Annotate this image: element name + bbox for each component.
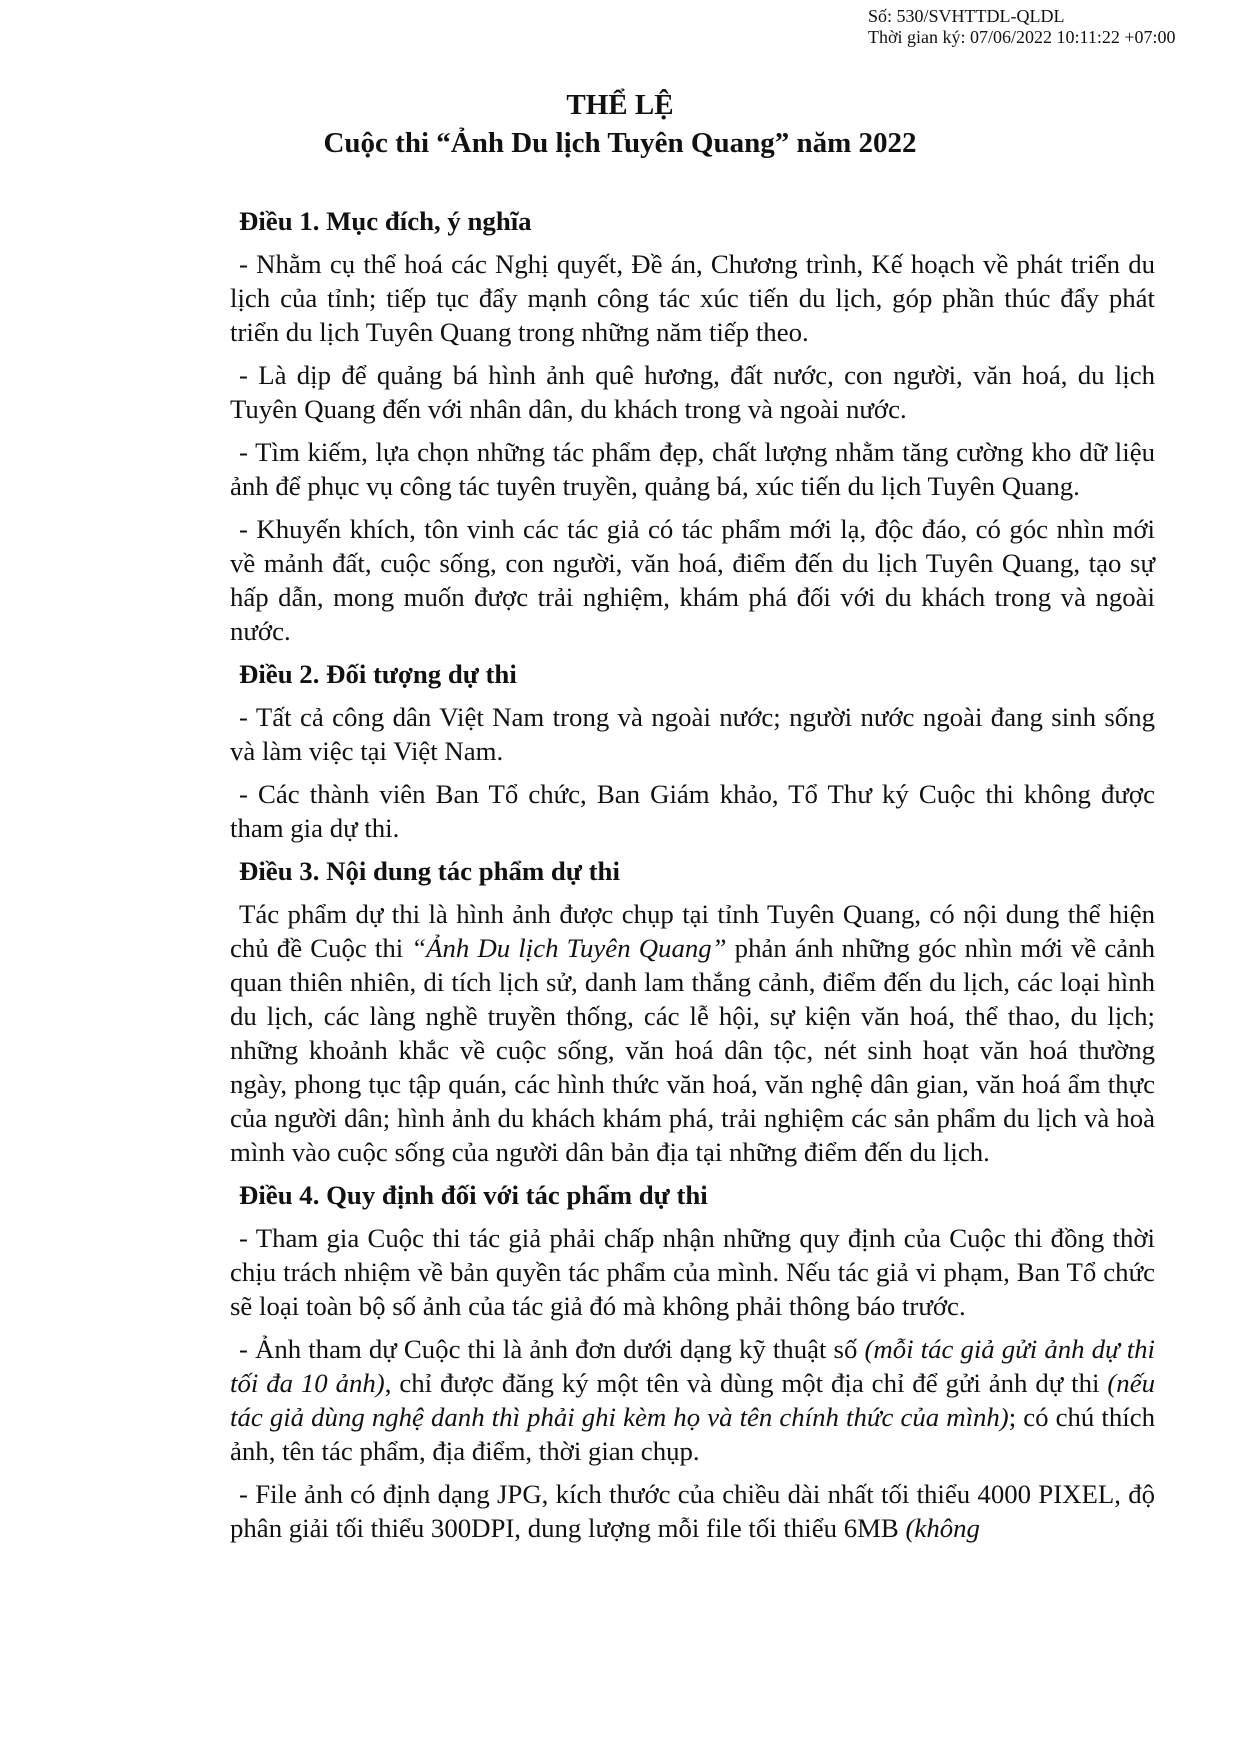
italic-note: (nếu tác giả dùng nghệ danh thì phải ghi kèm họ và tên chính thức của mình) (230, 1368, 1155, 1432)
article-1-heading: Điều 1. Mục đích, ý nghĩa (239, 206, 532, 236)
italic-note: (mỗi tác giả gửi ảnh dự thi tối đa 10 ảnh) (230, 1334, 1155, 1398)
digital-signature-stamp (868, 6, 1176, 48)
article-2-heading: Điều 2. Đối tượng dự thi (239, 659, 517, 689)
article-1-paragraph-2: - Là dịp để quảng bá hình ảnh quê hương, đất nước, con người, văn hoá, du lịch Tuyên Quang đến với nhân dân, du khách trong và ngoài nước. (230, 360, 1155, 424)
text-segment: - Ảnh tham dự Cuộc thi là ảnh đơn dưới dạng kỹ thuật số (239, 1334, 865, 1364)
article-1-paragraph-1: - Nhằm cụ thể hoá các Nghị quyết, Đề án, Chương trình, Kế hoạch về phát triển du lịch của tỉnh; tiếp tục đẩy mạnh công tác xúc tiến du lịch, góp phần thúc đẩy phát triển du lịch Tuyên Quang trong những năm tiếp theo. (230, 249, 1155, 347)
article-3-paragraph-1 (230, 897, 1155, 1169)
document-body (230, 204, 1155, 1554)
title-line-1: THỂ LỆ (566, 89, 674, 121)
article-4-heading: Điều 4. Quy định đối với tác phẩm dự thi (239, 1180, 708, 1210)
signing-time: Thời gian ký: 07/06/2022 10:11:22 +07:00 (868, 27, 1176, 47)
text-segment: phản ánh những góc nhìn mới về cảnh quan thiên nhiên, di tích lịch sử, danh lam thắng cảnh, điểm đến du lịch, các loại hình du lịch, các làng nghề truyền thống, các lễ hội, sự kiện văn hoá, thể thao, du lịch; những khoảnh khắc về cuộc sống, văn hoá dân tộc, nét sinh hoạt văn hoá thường ngày, phong tục tập quán, các hình thức văn hoá, văn nghệ dân gian, văn hoá ẩm thực của người dân; hình ảnh du khách khám phá, trải nghiệm các sản phẩm du lịch và hoà mình vào cuộc sống của người dân bản địa tại những điểm đến du lịch. (230, 933, 1155, 1167)
article-3-heading: Điều 3. Nội dung tác phẩm dự thi (239, 856, 620, 886)
title-line-2: Cuộc thi “Ảnh Du lịch Tuyên Quang” năm 2022 (323, 127, 917, 159)
article-1-paragraph-4: - Khuyến khích, tôn vinh các tác giả có tác phẩm mới lạ, độc đáo, có góc nhìn mới về mảnh đất, cuộc sống, con người, văn hoá, điểm đến du lịch Tuyên Quang, tạo sự hấp dẫn, mong muốn được trải nghiệm, khám phá đối với du khách trong và ngoài nước. (230, 514, 1155, 646)
text-segment: , chỉ được đăng ký một tên và dùng một địa chỉ để gửi ảnh dự thi (384, 1368, 1108, 1398)
contest-name-italic: “Ảnh Du lịch Tuyên Quang” (411, 933, 727, 963)
text-segment: ; có chú thích ảnh, tên tác phẩm, địa điểm, thời gian chụp. (230, 1402, 1155, 1466)
text-segment: Tác phẩm dự thi là hình ảnh được chụp tại tỉnh Tuyên Quang, có nội dung thể hiện chủ đề Cuộc thi (230, 899, 1155, 963)
article-4-paragraph-3 (230, 1477, 1155, 1545)
italic-note: (không (905, 1513, 980, 1543)
article-2-paragraph-2: - Các thành viên Ban Tổ chức, Ban Giám khảo, Tổ Thư ký Cuộc thi không được tham gia dự thi. (230, 779, 1155, 843)
article-1-paragraph-3: - Tìm kiếm, lựa chọn những tác phẩm đẹp, chất lượng nhằm tăng cường kho dữ liệu ảnh để phục vụ công tác tuyên truyền, quảng bá, xúc tiến du lịch Tuyên Quang. (230, 437, 1155, 501)
article-4-paragraph-1: - Tham gia Cuộc thi tác giả phải chấp nhận những quy định của Cuộc thi đồng thời chịu trách nhiệm về bản quyền tác phẩm của mình. Nếu tác giả vi phạm, Ban Tổ chức sẽ loại toàn bộ số ảnh của tác giả đó mà không phải thông báo trước. (230, 1223, 1155, 1321)
text-segment: - File ảnh có định dạng JPG, kích thước của chiều dài nhất tối thiểu 4000 PIXEL, độ phân giải tối thiểu 300DPI, dung lượng mỗi file tối thiểu 6MB (230, 1479, 1155, 1543)
document-number: Số: 530/SVHTTDL-QLDL (868, 6, 1065, 26)
article-2-paragraph-1: - Tất cả công dân Việt Nam trong và ngoài nước; người nước ngoài đang sinh sống và làm việc tại Việt Nam. (230, 702, 1155, 766)
document-title (0, 86, 1240, 162)
article-4-paragraph-2 (230, 1332, 1155, 1468)
